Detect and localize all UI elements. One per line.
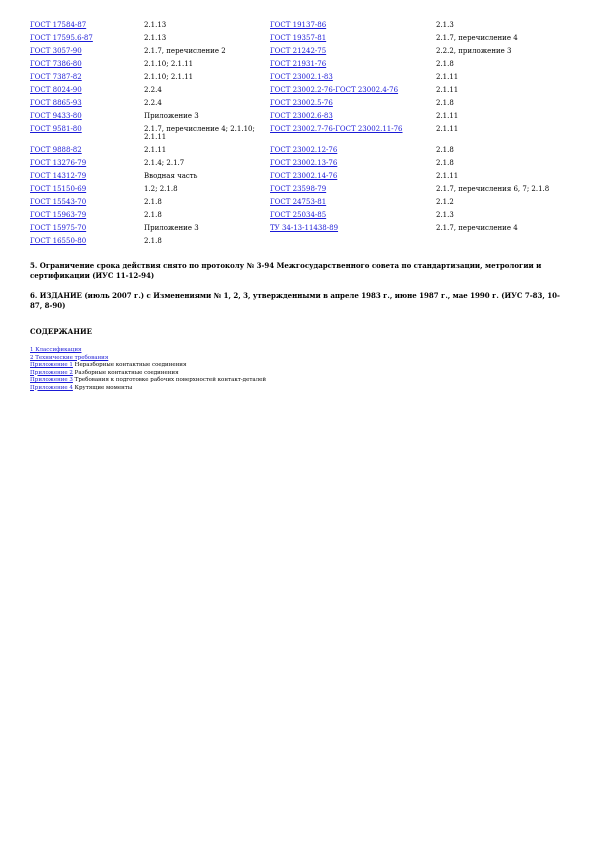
standard-cell — [30, 109, 144, 122]
clause-cell: 2.1.7, перечисления 6, 7; 2.1.8 — [436, 184, 550, 193]
standard-cell — [270, 182, 436, 195]
standard-cell — [270, 234, 436, 247]
clause-cell: 2.2.4 — [144, 98, 162, 107]
standard-link[interactable]: ГОСТ 7386-80 — [30, 59, 82, 68]
clause-cell: 2.1.7, перечисление 4 — [436, 33, 518, 42]
standard-link[interactable]: ГОСТ 16550-80 — [30, 236, 87, 245]
standard-cell — [270, 96, 436, 109]
clause-cell: 2.1.3 — [436, 210, 454, 219]
table-row — [30, 31, 568, 44]
standard-link[interactable]: ГОСТ 23598-79 — [270, 184, 327, 193]
toc-item — [30, 355, 568, 363]
table-row — [30, 83, 568, 96]
clause-cell: 2.2.2, приложение 3 — [436, 46, 512, 55]
standard-link[interactable]: ГОСТ 23002.7-76-ГОСТ 23002.11-76 — [270, 124, 403, 133]
clause-cell: Приложение 3 — [144, 223, 199, 232]
standard-link[interactable]: ГОСТ 17584-87 — [30, 20, 87, 29]
standard-cell — [270, 208, 436, 221]
clause-cell: 2.1.13 — [144, 20, 167, 29]
standard-cell — [30, 221, 144, 234]
standard-cell — [30, 18, 144, 31]
toc-link[interactable]: Приложение 4 — [30, 384, 73, 391]
standard-cell — [270, 31, 436, 44]
standard-cell — [30, 31, 144, 44]
clause-cell: 2.1.7, перечисление 4 — [436, 223, 518, 232]
table-row — [30, 122, 568, 143]
toc-item-text: Крутящие моменты — [72, 384, 133, 391]
clause-cell: 2.1.7, перечисление 4; 2.1.10; 2.1.11 — [144, 124, 255, 141]
standard-link[interactable]: ГОСТ 23002.1-83 — [270, 72, 333, 81]
standard-cell — [270, 143, 436, 156]
toc-link[interactable]: Приложение 3 — [30, 377, 73, 383]
toc-item-text: Разборные контактные соединения — [72, 369, 179, 376]
standard-cell — [30, 70, 144, 83]
note-item-6: 6. ИЗДАНИЕ (июль 2007 г.) с Изменениями № 1, 2, 3, утвержденными в апреле 1983 г., июне 1987 г., мае 1990 г. (ИУС 7-83, 10-87, 8-90) — [30, 291, 560, 310]
standard-link[interactable]: ГОСТ 15543-70 — [30, 197, 87, 206]
standard-cell — [270, 169, 436, 182]
clause-cell: 2.1.8 — [144, 197, 162, 206]
clause-cell: 1.2; 2.1.8 — [144, 184, 178, 193]
standard-link[interactable]: ГОСТ 9581-80 — [30, 124, 82, 133]
standard-cell — [270, 57, 436, 70]
table-row — [30, 221, 568, 234]
toc-list — [30, 347, 568, 392]
standard-cell — [30, 143, 144, 156]
standard-link[interactable]: ГОСТ 14312-79 — [30, 171, 87, 180]
clause-cell: 2.1.8 — [436, 98, 454, 107]
standard-cell — [30, 182, 144, 195]
standard-cell — [270, 122, 436, 143]
standard-link[interactable]: ГОСТ 15963-79 — [30, 210, 87, 219]
clause-cell: 2.1.11 — [436, 72, 459, 81]
table-row — [30, 143, 568, 156]
standard-link[interactable]: ГОСТ 15150-69 — [30, 184, 87, 193]
clause-cell: 2.1.8 — [144, 236, 162, 245]
clause-cell: 2.1.11 — [436, 171, 459, 180]
toc-link[interactable]: Приложение 2 — [30, 369, 73, 376]
standard-cell — [30, 83, 144, 96]
table-row — [30, 96, 568, 109]
clause-cell: 2.1.10; 2.1.11 — [144, 72, 194, 81]
standard-cell — [30, 44, 144, 57]
toc-item — [30, 362, 568, 370]
toc-item — [30, 377, 568, 385]
standard-cell — [30, 208, 144, 221]
standard-cell — [30, 122, 144, 143]
normative-references-table — [30, 18, 568, 247]
references-table-body — [30, 18, 568, 247]
clause-cell: 2.1.11 — [436, 85, 459, 94]
standard-link[interactable]: ГОСТ 23002.14-76 — [270, 171, 338, 180]
clause-cell: 2.1.10; 2.1.11 — [144, 59, 194, 68]
standard-cell — [30, 169, 144, 182]
standard-link[interactable]: ГОСТ 23002.13-76 — [270, 158, 338, 167]
standard-cell — [270, 44, 436, 57]
table-row — [30, 156, 568, 169]
standard-cell — [30, 57, 144, 70]
table-row — [30, 109, 568, 122]
table-row — [30, 234, 568, 247]
clause-cell: 2.1.11 — [144, 145, 167, 154]
standard-link[interactable]: ГОСТ 17595.6-87 — [30, 33, 93, 42]
toc-item — [30, 385, 568, 393]
standard-link[interactable]: ГОСТ 8024-90 — [30, 85, 82, 94]
standard-cell — [270, 156, 436, 169]
table-row — [30, 208, 568, 221]
clause-cell — [436, 234, 568, 247]
table-row — [30, 70, 568, 83]
document-page — [30, 18, 568, 392]
standard-link[interactable]: ГОСТ 15975-70 — [30, 223, 87, 232]
standard-link[interactable]: ГОСТ 8865-93 — [30, 98, 82, 107]
standard-link[interactable]: ГОСТ 3057-90 — [30, 46, 82, 55]
standard-link[interactable]: ГОСТ 23002.12-76 — [270, 145, 338, 154]
standard-cell — [30, 234, 144, 247]
clause-cell: 2.1.8 — [436, 59, 454, 68]
clause-cell: Приложение 3 — [144, 111, 199, 120]
standard-cell — [30, 156, 144, 169]
toc-item — [30, 347, 568, 355]
standard-link[interactable]: ГОСТ 23002.6-83 — [270, 111, 333, 120]
clause-cell: 2.1.11 — [436, 111, 459, 120]
toc-item — [30, 370, 568, 378]
standard-link[interactable]: ГОСТ 25034-85 — [270, 210, 327, 219]
standard-cell — [270, 221, 436, 234]
clause-cell: 2.1.2 — [436, 197, 454, 206]
clause-cell: 2.1.8 — [144, 210, 162, 219]
standard-cell — [270, 195, 436, 208]
table-row — [30, 182, 568, 195]
standard-link[interactable]: ТУ 34-13-11438-89 — [270, 223, 339, 232]
standard-cell — [270, 70, 436, 83]
toc-link[interactable]: 2 Технические требования — [30, 354, 109, 361]
table-row — [30, 18, 568, 31]
toc-item-text: Неразборные контактные соединения — [72, 362, 187, 368]
toc-link[interactable]: 1 Классификация — [30, 347, 82, 353]
clause-cell: Вводная часть — [144, 171, 198, 180]
table-row — [30, 195, 568, 208]
note-item-5: 5. Ограничение срока действия снято по протоколу № 3-94 Межгосударственного совета по стандартизации, метрологии и сертификации (ИУС 11-12-94) — [30, 261, 542, 280]
standard-link[interactable]: ГОСТ 7387-82 — [30, 72, 82, 81]
clause-cell: 2.1.11 — [436, 124, 459, 133]
clause-cell: 2.1.3 — [436, 20, 454, 29]
clause-cell: 2.1.13 — [144, 33, 167, 42]
standard-link[interactable]: ГОСТ 23002.5-76 — [270, 98, 333, 107]
standard-link[interactable]: ГОСТ 9888-82 — [30, 145, 82, 154]
clause-cell: 2.1.8 — [436, 145, 454, 154]
clause-cell: 2.2.4 — [144, 85, 162, 94]
standard-cell — [270, 18, 436, 31]
standard-cell — [270, 109, 436, 122]
standard-link[interactable]: ГОСТ 9433-80 — [30, 111, 82, 120]
table-row — [30, 169, 568, 182]
toc-link[interactable]: Приложение 1 — [30, 362, 73, 368]
standard-cell — [270, 83, 436, 96]
standard-cell — [30, 96, 144, 109]
standard-link[interactable]: ГОСТ 23002.2-76-ГОСТ 23002.4-76 — [270, 85, 399, 94]
clause-cell: 2.1.4; 2.1.7 — [144, 158, 185, 167]
table-row — [30, 57, 568, 70]
standard-link[interactable]: ГОСТ 21931-76 — [270, 59, 327, 68]
standard-link[interactable]: ГОСТ 19137-86 — [270, 20, 327, 29]
standard-link[interactable]: ГОСТ 21242-75 — [270, 46, 327, 55]
table-row — [30, 44, 568, 57]
clause-cell: 2.1.7, перечисление 2 — [144, 46, 226, 55]
standard-cell — [30, 195, 144, 208]
standard-link[interactable]: ГОСТ 13276-79 — [30, 158, 87, 167]
standard-link[interactable]: ГОСТ 19357-81 — [270, 33, 327, 42]
clause-cell: 2.1.8 — [436, 158, 454, 167]
standard-link[interactable]: ГОСТ 24753-81 — [270, 197, 327, 206]
toc-item-text: Требования к подготовке рабочих поверхностей контакт-деталей — [72, 377, 267, 383]
toc-title: СОДЕРЖАНИЕ — [30, 327, 92, 336]
